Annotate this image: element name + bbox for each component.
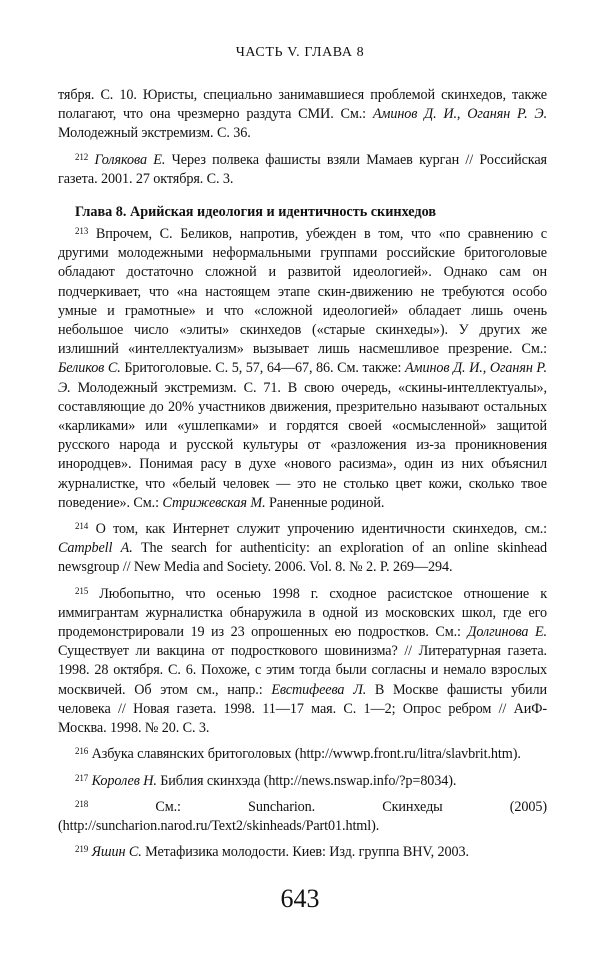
footnote-212 [58, 148, 547, 189]
note-author: Аминов Д. И., Оганян Р. Э. [58, 360, 548, 396]
note-text: тября. С. 10. Юристы, специально занимавшиеся проблемой скинхедов, также полагают, что она чрезмерно раздута СМИ. См.: [58, 87, 547, 123]
note-author: Аминов Д. И., Оганян Р. Э. [372, 106, 548, 123]
note-author: Долгинова Е. [467, 624, 547, 641]
note-text: Через полвека фашисты взяли Мамаев курган // Российская газета. 2001. 27 октября. С. 3. [58, 151, 547, 187]
running-header: ЧАСТЬ V. ГЛАВА 8 [235, 45, 365, 60]
note-number: 212 [75, 151, 89, 162]
page-number: 643 [280, 884, 320, 913]
note-number: 214 [75, 521, 89, 532]
footnote-215 [58, 582, 547, 739]
note-text: Впрочем, С. Беликов, напротив, убежден в том, что «по сравнению с другими молодежными неформальными группами российские бритоголовые обладают достаточно сложной и развитой идеологией». Однако сам он подчеркивает, что «на настоящем этапе скин-движению не требуются особо умные и грамотные» и что «сложной идеологией» обладает лишь очень небольшое число «элиты» скинхедов («старые скинхеды»). У других же излишний «интеллектуализм» вызывает лишь насмешливое презрение. См.: [58, 226, 547, 358]
chapter-heading: Глава 8. Арийская идеология и идентичность скинхедов [75, 204, 436, 221]
note-text: Молодежный экстремизм. С. 36. [58, 125, 251, 142]
footnote-219 [58, 840, 547, 862]
note-number: 216 [75, 746, 89, 757]
footnote-213 [58, 222, 547, 513]
footnote-217 [58, 769, 547, 791]
footnote-216 [58, 742, 547, 764]
note-text: Существует ли вакцина от подросткового шовинизма? // Литературная газета. 1998. 28 октября. С. 6. Похоже, с этим тогда были согласны и немало взрослых москвичей. Об этом см., напр.: [58, 643, 547, 698]
note-text: Молодежный экстремизм. С. 71. В свою очередь, «скины-интеллектуалы», составляющие до 20% участников движения, презрительно называют остальных «карликами» или «ушлепками» и гордятся своей «осмысленной» защитой русского народа и русской культуры от «разложения из-за проникновения инородцев». Понимая расу в духе «нового расизма», один из них объяснил журналистке, что «белый человек — это не столько цвет кожи, сколько твое поведение». См.: [58, 379, 547, 511]
note-number: 219 [75, 844, 89, 855]
note-text: Любопытно, что осенью 1998 г. сходное расистское отношение к иммигрантам журналистка обнаружила в одной из московских школ, где его продемонстрировали 19 из 23 опрошенных ею подростков. См.: [58, 585, 547, 641]
note-text: О том, как Интернет служит упрочению идентичности скинхедов, см.: [88, 521, 547, 538]
note-number: 218 [75, 798, 89, 809]
page-body [58, 86, 547, 862]
note-text: Раненные родиной. [265, 494, 385, 511]
footnote-218 [58, 795, 547, 836]
note-text: В Москве фашисты убили человека // Новая газета. 1998. 11—17 мая. С. 1—2; Опрос ребром // АиФ-Москва. 1998. № 20. С. 3. [58, 681, 548, 737]
note-text: См.: Suncharion. Скинхеды (2005) (http://suncharion.narod.ru/Text2/skinheads/Part01.html). [58, 798, 547, 834]
note-author: Королев Н. [91, 772, 157, 789]
note-text: The search for authenticity: an exploration of an online skinhead newsgroup // New Media and Society. 2006. Vol. 8. № 2. P. 269—294. [58, 540, 548, 576]
footnote-214 [58, 517, 547, 578]
note-author: Campbell A. [58, 540, 133, 557]
note-text: Бритоголовые. С. 5, 57, 64—67, 86. См. также: [120, 360, 405, 377]
note-author: Беликов С. [58, 360, 121, 377]
note-number: 215 [75, 585, 89, 596]
note-author: Стрижевская М. [162, 494, 266, 511]
note-author: Яшин С. [91, 844, 142, 861]
note-text: Азбука славянских бритоголовых (http://wwwp.front.ru/litra/slavbrit.htm). [88, 746, 521, 763]
note-number: 217 [75, 772, 89, 783]
footnote-211-continued [58, 86, 547, 144]
note-number: 213 [75, 226, 89, 237]
note-author: Голякова Е. [94, 151, 166, 168]
note-text: Метафизика молодости. Киев: Изд. группа BHV, 2003. [141, 844, 469, 861]
note-author: Евстифеева Л. [271, 681, 367, 698]
note-text: Библия скинхэда (http://news.nswap.info/?p=8034). [156, 772, 457, 789]
